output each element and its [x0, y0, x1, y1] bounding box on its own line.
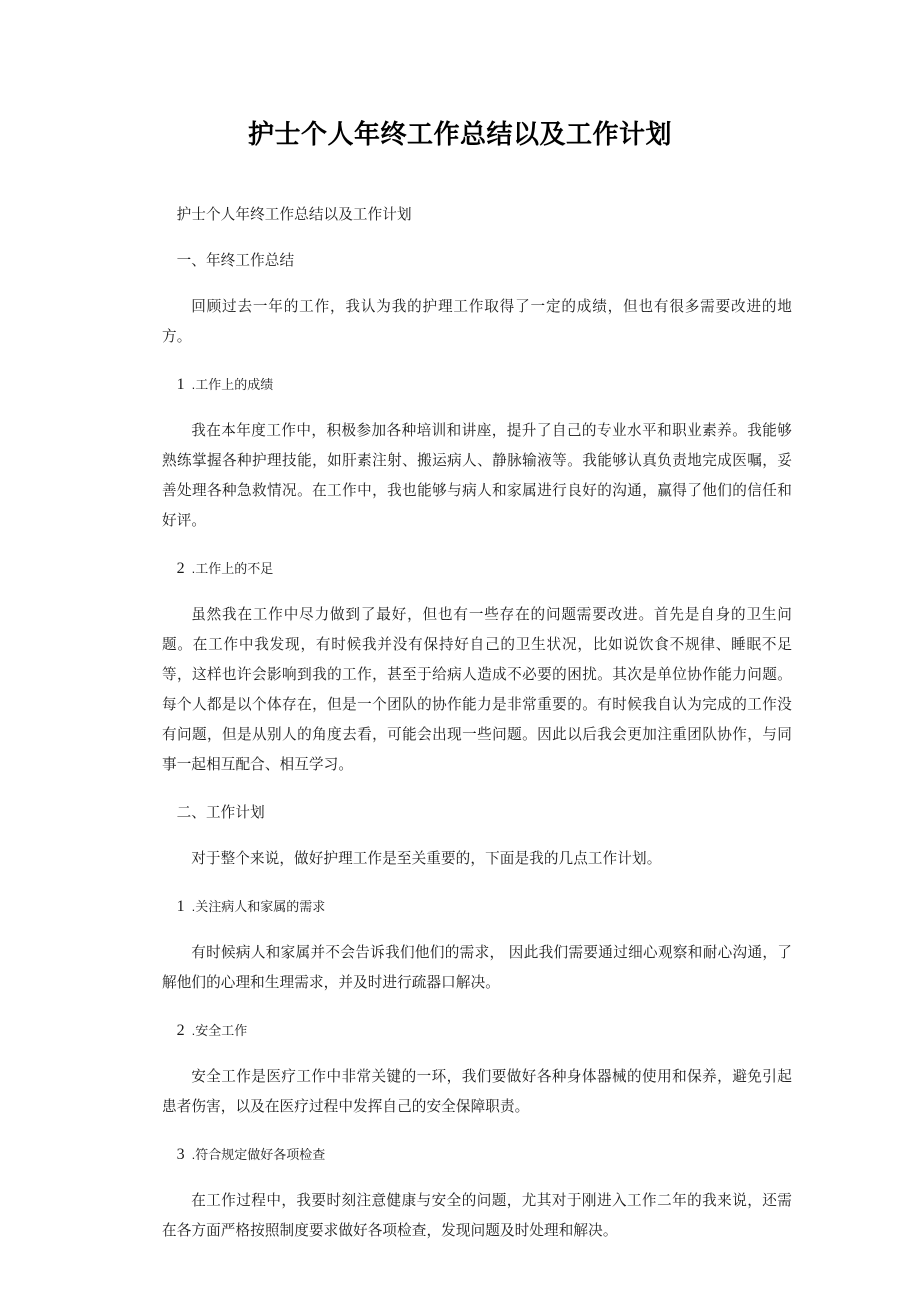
subsection-heading-plan-2-safety: [162, 1016, 792, 1046]
heading-label: .工作上的成绩: [191, 377, 274, 392]
heading-label: .符合规定做好各项检查: [191, 1147, 326, 1162]
paragraph-review: 回顾过去一年的工作，我认为我的护理工作取得了一定的成绩，但也有很多需要改进的地方。: [162, 299, 792, 345]
paragraph-title-repeat: 护士个人年终工作总结以及工作计划: [176, 207, 412, 223]
paragraph-plan-needs: 有时候病人和家属并不会告诉我们他们的需求， 因此我们需要通过细心观察和耐心沟通，了解他们的心理和生理需求，并及时进行疏器口解决。: [162, 945, 792, 991]
document-body: [162, 200, 792, 1264]
subsection-heading-plan-3-inspections: [162, 1140, 792, 1170]
heading-numeral: 1: [176, 376, 185, 393]
heading-numeral: 1: [176, 898, 185, 915]
paragraph-achievements: 我在本年度工作中，积极参加各种培训和讲座，提升了自己的专业水平和职业素养。我能够熟练掌握各种护理技能，如肝素注射、搬运病人、静脉输液等。我能够认真负责地完成医嘱，妥善处理各种急救情况。在工作中，我也能够与病人和家属进行良好的沟通，赢得了他们的信任和好评。: [162, 423, 792, 529]
subsection-heading-2-shortcomings: [162, 554, 792, 584]
heading-numeral: 2: [176, 560, 185, 577]
heading-numeral: 2: [176, 1022, 185, 1039]
subsection-heading-1-achievements: [162, 370, 792, 400]
heading-label: .安全工作: [191, 1023, 248, 1038]
section-heading-two: 二、工作计划: [176, 805, 265, 821]
paragraph-plan-intro: 对于整个来说，做好护理工作是至关重要的，下面是我的几点工作计划。: [191, 851, 662, 867]
heading-label: .关注病人和家属的需求: [191, 899, 326, 914]
paragraph-plan-inspections: 在工作过程中，我要时刻注意健康与安全的问题，尤其对于刚进入工作二年的我来说，还需在各方面严格按照制度要求做好各项检查，发现问题及时处理和解决。: [162, 1193, 792, 1239]
page-title: 护士个人年终工作总结以及工作计划: [247, 119, 672, 149]
heading-numeral: 3: [176, 1146, 185, 1163]
heading-label: .工作上的不足: [191, 561, 274, 576]
paragraph-plan-safety: 安全工作是医疗工作中非常关键的一环，我们要做好各种身体器械的使用和保养，避免引起患者伤害，以及在医疗过程中发挥自己的安全保障职责。: [162, 1069, 792, 1115]
paragraph-shortcomings: 虽然我在工作中尽力做到了最好，但也有一些存在的问题需要改进。首先是自身的卫生问题。在工作中我发现，有时候我并没有保持好自己的卫生状况，比如说饮食不规律、睡眠不足等，这样也许会影响到我的工作，甚至于给病人造成不必要的困扰。其次是单位协作能力问题。每个人都是以个体存在，但是一个团队的协作能力是非常重要的。有时候我自认为完成的工作没有问题，但是从别人的角度去看，可能会出现一些问题。因此以后我会更加注重团队协作，与同事一起相互配合、相互学习。: [162, 607, 792, 773]
section-heading-one: 一、年终工作总结: [176, 253, 295, 269]
subsection-heading-plan-1-needs: [162, 892, 792, 922]
